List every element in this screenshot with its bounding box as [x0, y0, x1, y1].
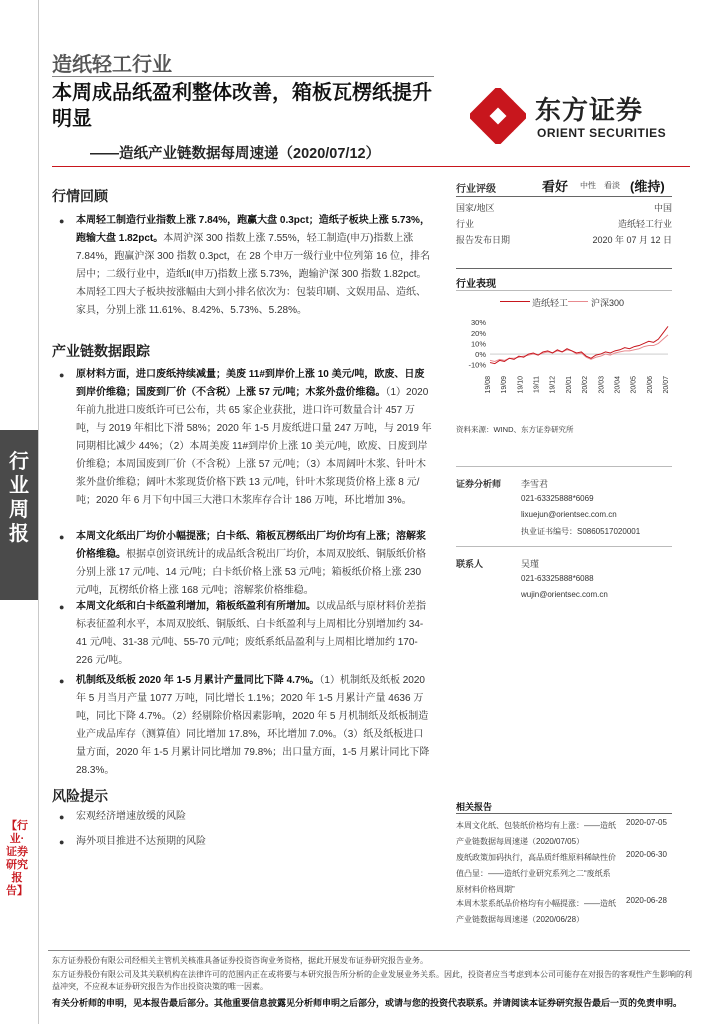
- orient-logo-icon: [470, 88, 526, 144]
- risk-bullet: [59, 833, 416, 851]
- bullet-text: （1）2020 年前九批进口废纸许可已公布，共 65 家企业获批，进口许可数量合计 457 万吨，与 2019 年相比下滑 58%；2020 年 1-5 月废纸进口量 247 万吨，与 2019 年同期相比减少 44%；（2）本周美废 11#到岸价上涨 10 美元/吨，欧废、日废到岸价维稳；本周国废到厂价（不含税）上涨 57 元/吨；（3）本周阔叶木浆、针叶木浆外盘价维稳；阔叶木浆现货价格下跌 13 元/吨，针叶木浆现货价格上涨 8 元/吨；2020 年 6 月下旬中国三大港口木浆库存合计 186 万吨，环比增加 3%。: [76, 387, 432, 506]
- contact-email[interactable]: wujin@orientsec.com.cn: [521, 590, 608, 599]
- bullet-text: 海外项目推进不达预期的风险: [76, 836, 206, 847]
- related-item[interactable]: 本周木浆系纸品价格均有小幅提涨：——造纸产业链数据每周速递（2020/06/28）: [456, 899, 616, 924]
- legend-label-a: 造纸轻工: [532, 298, 569, 308]
- logo-chinese-name: 东方证券: [535, 95, 644, 125]
- related-date: 2020-07-05: [626, 818, 667, 827]
- bullet-text: 本周沪深 300 指数上涨 7.55%，轻工制造(申万)指数上涨 7.84%，跑赢沪深 300 指数 0.3pct，在 28 个申万一级行业中位列第 16 位，排名居中；二级行业中，造纸Ⅱ(申万)指数上涨 5.73%，跑输沪深 300 指数 1.82pct。本周轻工四大子板块按涨幅由大到小排名依次为：包装印刷、文娱用品、造纸、家具，分别上涨 11.61%、8.42%、5.73%、5.28%。: [76, 233, 430, 316]
- chain-bullet: [59, 366, 432, 510]
- title-rule: [52, 166, 690, 167]
- y-tick-label: -10%: [468, 360, 486, 370]
- chain-bullet: [59, 528, 432, 600]
- contact-phone: 021-63325888*6088: [521, 574, 594, 583]
- related-item[interactable]: 本周文化纸、包装纸价格均有上涨：——造纸产业链数据每周速递（2020/07/05）: [456, 821, 616, 846]
- related-date: 2020-06-28: [626, 896, 667, 905]
- footer-rule: [48, 950, 690, 951]
- side-report-type: 【行业·证券研究报告】: [6, 820, 28, 897]
- analyst-cert: 执业证书编号：S0860517020001: [521, 527, 641, 536]
- y-tick-label: 30%: [470, 318, 486, 328]
- rating-label: 行业评级: [456, 184, 496, 195]
- bullet-icon: ●: [59, 532, 65, 542]
- contact-label: 联系人: [456, 559, 484, 569]
- related-title: 相关报告: [456, 802, 493, 812]
- chart-source: 资料来源：WIND、东方证券研究所: [456, 425, 574, 434]
- rating-row-key: 报告发布日期: [456, 235, 511, 245]
- performance-title: 行业表现: [456, 279, 496, 290]
- analyst-label: 证券分析师: [456, 479, 502, 489]
- rating-kandan: 看淡: [604, 181, 620, 190]
- footer-line-1: 东方证券股份有限公司经相关主管机关核准具备证券投资咨询业务资格，据此开展发布证券研究报告业务。: [52, 956, 428, 965]
- legend-swatch-a: [500, 301, 530, 302]
- rating-row-key: 国家/地区: [456, 203, 495, 213]
- bullet-bold: 本周文化纸出厂均价小幅提涨；白卡纸、箱板瓦楞纸出厂均价均有上涨；溶解浆价格维稳。: [76, 531, 426, 560]
- analyst-rule: [456, 466, 672, 467]
- bullet-icon: ●: [59, 602, 65, 612]
- contact-name: 吴瑾: [521, 559, 540, 569]
- x-tick-label: 20/01: [565, 376, 573, 394]
- bullet-text: 以成品纸与原材料价差指标表征盈利水平，本周双胶纸、铜版纸、白卡纸盈利与上周相比分别增加约 34-41 元/吨、31-38 元/吨、55-70 元/吨；废纸系纸品盈利与上周相比增加约 170-226 元/吨。: [76, 601, 426, 666]
- chain-bullet: [59, 672, 432, 780]
- performance-rule: [456, 268, 672, 269]
- side-divider: [38, 0, 39, 1024]
- x-tick-label: 20/07: [663, 376, 670, 394]
- related-item[interactable]: 废纸政策加码执行，高品质纤维原料稀缺性价值凸显：——造纸行业研究系列之二“废纸系原材料价格周期”: [456, 853, 616, 894]
- bullet-bold: 机制纸及纸板 2020 年 1-5 月累计产量同比下降 4.7%。: [76, 675, 320, 686]
- bullet-icon: ●: [59, 812, 65, 822]
- x-tick-label: 19/12: [549, 376, 557, 394]
- rating-row-key: 行业: [456, 219, 475, 229]
- bullet-icon: ●: [59, 837, 65, 847]
- bullet-icon: ●: [59, 370, 65, 380]
- rating-row-value: 中国: [653, 203, 672, 213]
- rating-kanhao: 看好: [542, 179, 569, 194]
- related-date: 2020-06-30: [626, 850, 667, 859]
- rating-rule: [456, 196, 672, 197]
- x-tick-label: 20/05: [630, 376, 638, 394]
- legend-swatch-b: [568, 301, 588, 302]
- market-bullet: [59, 212, 432, 320]
- bullet-text: 根据卓创资讯统计的成品纸含税出厂均价，本周双胶纸、铜版纸价格分别上涨 17 元/吨、14 元/吨；白卡纸价格上涨 53 元/吨；箱板纸价格上涨 230 元/吨，瓦楞纸价格上涨 168 元/吨；溶解浆价格维稳。: [76, 549, 426, 596]
- related-rule: [456, 813, 672, 814]
- x-tick-label: 19/11: [533, 376, 541, 393]
- side-band-text: 行业周报: [9, 451, 29, 545]
- bullet-bold: 原材料方面，进口废纸持续减量；美废 11#到岸价上涨 10 美元/吨，欧废、日废到岸价维稳；国废到厂价（不含税）上涨 57 元/吨；木浆外盘价维稳。: [76, 369, 425, 398]
- x-tick-label: 20/03: [598, 376, 606, 394]
- section-chain-tracking: 产业链数据跟踪: [52, 343, 150, 359]
- rating-row-value: 2020 年 07 月 12 日: [592, 235, 672, 245]
- industry-label: 造纸轻工行业: [52, 54, 172, 76]
- y-tick-label: 20%: [470, 328, 486, 338]
- section-market-review: 行情回顾: [52, 188, 108, 204]
- bullet-text: （1）机制纸及纸板 2020 年 5 月当月产量 1077 万吨，同比增长 1.1%；2020 年 1-5 月累计产量 4636 万吨，同比下降 4.7%。（2）经剔除价格因素影响，2020 年 5 月机制纸及纸板制造业产成品库存（测算值）同比增加 17.8%，环比增加 7.0%。（3）纸及纸板进口量方面，2020 年 1-5 月累计同比增加 79.8%；出口量方面，1-5 月累计同比下降 28.3%。: [76, 675, 430, 776]
- analyst-phone: 021-63325888*6069: [521, 494, 594, 503]
- rating-maintain: (维持): [630, 179, 665, 194]
- page-subtitle: ——造纸产业链数据每周速递（2020/07/12）: [90, 146, 381, 162]
- logo-english-name: ORIENT SECURITIES: [537, 126, 667, 140]
- page-title: 本周成品纸盈利整体改善，箱板瓦楞纸提升明显: [52, 82, 432, 130]
- analyst-email[interactable]: lixuejun@orientsec.com.cn: [521, 510, 617, 519]
- contact-rule: [456, 546, 672, 547]
- bullet-bold: 本周文化纸和白卡纸盈利增加，箱板纸盈利有所增加。: [76, 601, 316, 612]
- risk-bullet: [59, 808, 416, 826]
- y-tick-label: 0%: [475, 350, 486, 360]
- section-risk: 风险提示: [52, 788, 108, 804]
- x-tick-label: 19/10: [517, 376, 525, 394]
- header-rule: [52, 76, 434, 77]
- y-tick-label: 10%: [470, 339, 486, 349]
- legend-label-b: 沪深300: [591, 298, 625, 308]
- footer-line-2: 东方证券股份有限公司及其关联机构在法律许可的范围内正在或将要与本研究报告所分析的企业发展业务关系。因此，投资者应当考虑到本公司可能存在对报告的客观性产生影响的利益冲突，不应视本证券研究报告为作出投资决策的唯一因素。: [52, 970, 692, 991]
- rating-zhongxing: 中性: [580, 181, 596, 190]
- x-tick-label: 19/09: [501, 376, 509, 394]
- rating-row-value: 造纸轻工行业: [617, 219, 672, 229]
- x-tick-label: 20/02: [582, 376, 590, 394]
- performance-subrule: [456, 290, 672, 291]
- x-tick-label: 19/08: [485, 376, 492, 394]
- bullet-icon: ●: [59, 216, 65, 226]
- x-tick-label: 20/04: [614, 376, 622, 394]
- chain-bullet: [59, 598, 432, 670]
- performance-chart: [456, 314, 676, 410]
- bullet-bold: 本周轻工制造行业指数上涨 7.84%，跑赢大盘 0.3pct；造纸子板块上涨 5.73%，跑输大盘 1.82pct。: [76, 215, 430, 244]
- footer-disclaimer: 有关分析师的申明，见本报告最后部分。其他重要信息披露见分析师申明之后部分，或请与您的投资代表联系。并请阅读本证券研究报告最后一页的免责申明。: [52, 998, 683, 1008]
- bullet-icon: ●: [59, 676, 65, 686]
- series-line: [490, 326, 668, 363]
- analyst-name: 李雪君: [521, 479, 549, 489]
- x-tick-label: 20/06: [646, 376, 654, 394]
- bullet-text: 宏观经济增速放缓的风险: [76, 811, 186, 822]
